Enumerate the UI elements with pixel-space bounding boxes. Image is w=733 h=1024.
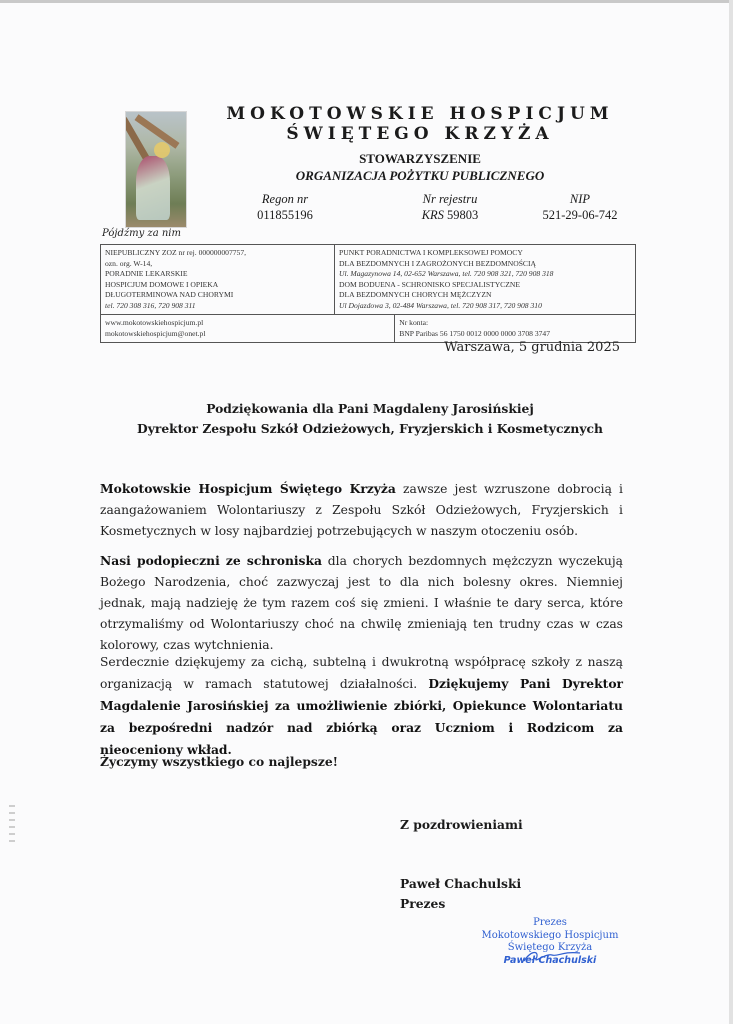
krs-prefix: KRS bbox=[421, 208, 444, 222]
web-contact-cell bbox=[101, 315, 395, 343]
nip-label: NIP bbox=[569, 192, 591, 206]
organization-name bbox=[220, 104, 620, 144]
shelter-info-line: DOM BODUENA - SCHRONISKO SPECJALISTYCZNE bbox=[339, 279, 521, 289]
scan-top-edge bbox=[0, 0, 733, 3]
krs-label: Nr rejestru bbox=[422, 192, 478, 206]
website-link[interactable]: www.mokotowskiehospicjum.pl bbox=[105, 318, 204, 327]
nip-block bbox=[520, 191, 640, 223]
paragraph-1-bold: Mokotowskie Hospicjum Świętego Krzyża bbox=[100, 481, 396, 496]
krs-value: 59803 bbox=[447, 208, 479, 222]
wishes-line: Życzymy wszystkiego co najlepsze! bbox=[100, 754, 339, 769]
nip-value: 521-29-06-742 bbox=[542, 208, 618, 222]
paragraph-2 bbox=[100, 550, 623, 656]
organization-subtitle bbox=[220, 150, 620, 184]
contact-info-table bbox=[100, 244, 636, 343]
subject-line2: Dyrektor Zespołu Szkół Odzieżowych, Fryzjerskich i Kosmetycznych bbox=[137, 421, 603, 436]
paragraph-2-text: dla chorych bezdomnych mężczyzn wyczekują Bożego Narodzenia, choć zazwyczaj jest to dla nich bolesny okres. Niemniej jednak, mają nadzieję że tym razem coś się zmieni. I właśnie te dary serca, które otrzymaliśmy od Wolontariuszy choć na chwilę zmieniają ten trudny czas w czas kolorowy, czas wytchnienia. bbox=[100, 554, 623, 652]
email-link[interactable]: mokotowskiehospicjum@onet.pl bbox=[105, 328, 206, 338]
paragraph-3 bbox=[100, 652, 623, 761]
clinic-info-line: DŁUGOTERMINOWA NAD CHORYMI bbox=[105, 290, 234, 299]
regon-label: Regon nr bbox=[261, 192, 309, 206]
stamp-line2: Mokotowskiego Hospicjum bbox=[481, 929, 619, 941]
paragraph-3-text: Serdecznie dziękujemy za cichą, subtelną i dwukrotną współpracę szkoły z naszą organizacją w ramach statutowej działalności. bbox=[100, 655, 623, 691]
paragraph-1 bbox=[100, 478, 623, 542]
shelter-address-line: Ul. Magazynowa 14, 02-652 Warszawa, tel. 720 908 321, 720 908 318 bbox=[339, 269, 554, 278]
scan-right-edge bbox=[729, 0, 733, 1024]
clinic-info-line: NIEPUBLICZNY ZOZ nr rej. 000000007757, bbox=[105, 248, 247, 257]
clinic-info-cell bbox=[101, 245, 335, 315]
handwritten-signature-icon bbox=[522, 947, 582, 965]
paragraph-1-text: zawsze jest wzruszone dobrocią i zaangażowaniem Wolontariuszy z Zespołu Szkół Odzieżowych, Fryzjerskich i Kosmetycznych w losy najbardziej potrzebujących w naszym otoczeniu osób. bbox=[100, 482, 623, 538]
stamp-line1: Prezes bbox=[533, 917, 567, 928]
clinic-phone-line: tel. 720 308 316, 720 908 311 bbox=[105, 300, 196, 310]
shelter-address-line: Ul Dojazdowa 3, 02-484 Warszawa, tel. 720 908 317, 720 908 310 bbox=[339, 300, 542, 310]
krs-block bbox=[400, 191, 500, 223]
account-label: Nr konta: bbox=[399, 318, 429, 327]
paragraph-3-bold: Dziękujemy Pani Dyrektor Magdalenie Jarosińskiej za umożliwienie zbiórki, Opiekunce Wolontariatu za bezpośredni nadzór nad zbiórką oraz Uczniom i Rodzicom za nieoceniony wkład. bbox=[100, 676, 624, 757]
clinic-info-line: ozn. org. W-14, bbox=[105, 258, 153, 268]
logo-caption: Pójdźmy za nim bbox=[102, 228, 181, 239]
organization-type: STOWARZYSZENIE bbox=[359, 151, 481, 166]
stamp-line3: Świętego Krzyża bbox=[507, 942, 593, 953]
regon-value: 011855196 bbox=[257, 208, 313, 222]
paragraph-2-bold: Nasi podopieczni ze schroniska bbox=[100, 553, 322, 568]
subject-line1: Podziękowania dla Pani Magdaleny Jarosińskiej bbox=[206, 401, 534, 416]
regon-block bbox=[240, 191, 330, 223]
account-value: BNP Paribas 56 1750 0012 0000 0000 3708 3747 bbox=[399, 328, 551, 338]
organization-name-line2: ŚWIĘTEGO KRZYŻA bbox=[286, 124, 554, 144]
shelter-info-line: DLA BEZDOMNYCH I ZAGROŻONYCH BEZDOMNOŚCIĄ bbox=[339, 258, 537, 268]
signer-title: Prezes bbox=[400, 896, 446, 911]
logo-image-christ-carrying-cross bbox=[125, 111, 187, 228]
shelter-info-cell bbox=[335, 245, 636, 315]
bank-account-cell bbox=[395, 315, 636, 343]
clinic-info-line: PORADNIE LEKARSKIE bbox=[105, 269, 188, 278]
signer-name: Paweł Chachulski bbox=[400, 876, 522, 891]
closing-salutation: Z pozdrowieniami bbox=[400, 817, 523, 832]
scan-artifact bbox=[9, 805, 15, 845]
organization-name-line1: MOKOTOWSKIE HOSPICJUM bbox=[226, 104, 614, 124]
krs-value-line bbox=[400, 207, 500, 223]
shelter-info-line: PUNKT PORADNICTWA I KOMPLEKSOWEJ POMOCY bbox=[339, 248, 523, 257]
clinic-info-line: HOSPICJUM DOMOWE I OPIEKA bbox=[105, 279, 219, 289]
stamp-signature-name: Paweł Chachulski bbox=[503, 954, 597, 966]
official-stamp bbox=[470, 917, 630, 967]
letter-subject bbox=[100, 399, 640, 439]
shelter-info-line: DLA BEZDOMNYCH CHORYCH MĘŻCZYZN bbox=[339, 290, 492, 299]
letter-date: Warszawa, 5 grudnia 2025 bbox=[444, 340, 620, 355]
organization-status: ORGANIZACJA POŻYTKU PUBLICZNEGO bbox=[295, 168, 545, 183]
